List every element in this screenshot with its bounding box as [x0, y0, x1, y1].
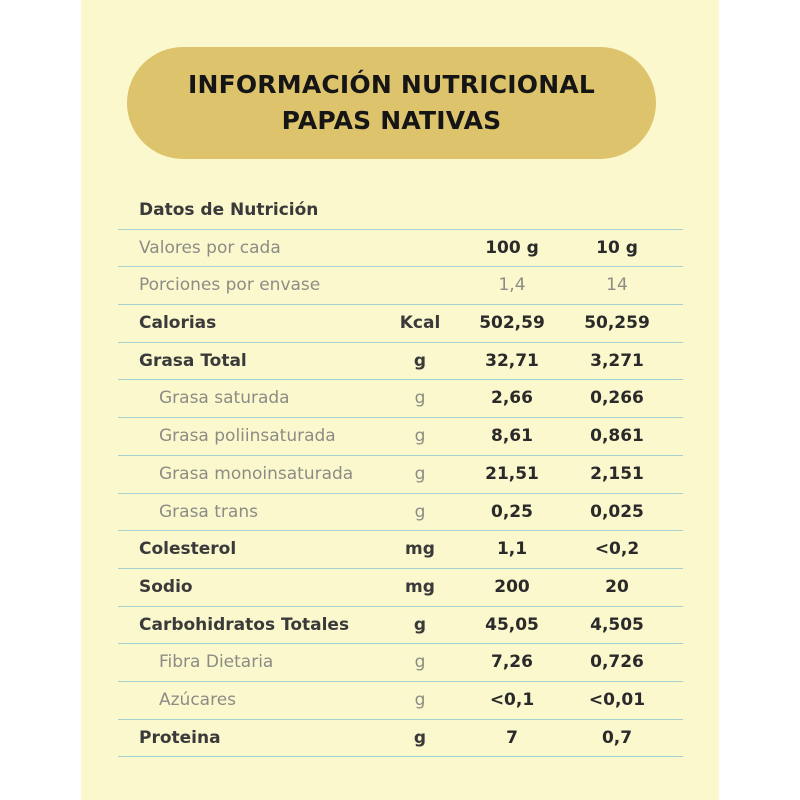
title-line-2: PAPAS NATIVAS [281, 106, 502, 135]
portions-row [118, 267, 683, 305]
nutrient-value-100g: 200 [494, 576, 530, 597]
nutrient-unit: g [414, 652, 426, 673]
nutrient-value-10g: 3,271 [590, 350, 644, 371]
table-header-row [118, 192, 683, 230]
table-header: Datos de Nutrición [139, 200, 319, 220]
nutrient-row-grasa-saturada [118, 380, 683, 418]
nutrient-value-10g: 20 [605, 576, 629, 597]
nutrient-unit: g [413, 727, 427, 748]
nutrient-value-10g: 0,025 [590, 501, 644, 522]
nutrient-value-100g: 7 [506, 727, 518, 748]
nutrient-value-100g: 8,61 [491, 426, 533, 447]
nutrient-row-grasa-monoinsaturada [118, 456, 683, 494]
nutrient-value-100g: 32,71 [485, 350, 539, 371]
nutrient-row-grasa-poliinsaturada [118, 418, 683, 456]
nutrient-value-100g: <0,1 [489, 689, 535, 710]
nutrient-value-100g: 1,1 [496, 539, 528, 560]
nutrient-unit: g [414, 463, 426, 484]
nutrient-label: Azúcares [159, 689, 237, 710]
nutrient-unit: g [414, 388, 426, 409]
nutrient-value-100g: 502,59 [479, 313, 545, 334]
nutrient-value-10g: 0,266 [590, 388, 644, 409]
nutrient-row-grasa-total [118, 343, 683, 381]
nutrient-unit: g [414, 501, 426, 522]
nutrient-row-sodio [118, 569, 683, 607]
nutrient-value-100g: 45,05 [485, 614, 539, 635]
nutrient-value-100g: 2,66 [491, 388, 533, 409]
nutrient-unit: g [414, 689, 426, 710]
nutrient-label: Grasa monoinsaturada [159, 463, 354, 484]
nutrient-label: Proteina [139, 727, 221, 748]
serving-row [118, 230, 683, 268]
nutrient-value-10g: 2,151 [590, 463, 644, 484]
nutrient-label: Sodio [139, 576, 193, 597]
serving-value-2: 10 g [596, 237, 638, 258]
nutrient-row-azucares [118, 682, 683, 720]
nutrient-unit: Kcal [399, 313, 441, 334]
nutrient-unit: g [413, 614, 427, 635]
nutrient-label: Grasa saturada [159, 388, 290, 409]
nutrient-label: Fibra Dietaria [159, 652, 274, 673]
nutrient-unit: mg [405, 576, 435, 597]
nutrient-label: Carbohidratos Totales [139, 614, 350, 635]
serving-label: Valores por cada [139, 237, 281, 258]
nutrient-label: Grasa poliinsaturada [159, 426, 336, 447]
nutrient-value-10g: 0,7 [601, 727, 633, 748]
portions-value-1: 1,4 [498, 275, 526, 296]
nutrient-row-colesterol [118, 531, 683, 569]
portions-label: Porciones por envase [139, 275, 321, 296]
nutrition-table [118, 192, 683, 757]
nutrient-value-10g: 0,726 [590, 652, 644, 673]
nutrient-row-calorias [118, 305, 683, 343]
nutrient-label: Grasa Total [139, 350, 247, 371]
serving-value-1: 100 g [485, 237, 539, 258]
nutrient-value-10g: 50,259 [584, 313, 650, 334]
nutrient-row-carbohidratos [118, 607, 683, 645]
nutrient-value-10g: <0,01 [588, 689, 646, 710]
nutrient-label: Colesterol [139, 539, 237, 560]
portions-value-2: 14 [606, 275, 628, 296]
nutrient-value-10g: 4,505 [590, 614, 644, 635]
nutrient-row-grasa-trans [118, 494, 683, 532]
nutrient-unit: g [414, 426, 426, 447]
nutrient-unit: g [413, 350, 427, 371]
title-line-1: INFORMACIÓN NUTRICIONAL [187, 70, 596, 99]
nutrient-unit: mg [405, 539, 435, 560]
nutrient-row-proteina [118, 720, 683, 758]
nutrient-label: Calorias [139, 313, 217, 334]
nutrient-value-100g: 7,26 [491, 652, 533, 673]
nutrient-value-10g: 0,861 [590, 426, 644, 447]
nutrient-label: Grasa trans [159, 501, 258, 522]
nutrient-value-100g: 0,25 [491, 501, 533, 522]
nutrient-row-fibra [118, 644, 683, 682]
nutrient-value-10g: <0,2 [594, 539, 640, 560]
nutrient-value-100g: 21,51 [485, 463, 539, 484]
title-banner [127, 47, 656, 159]
